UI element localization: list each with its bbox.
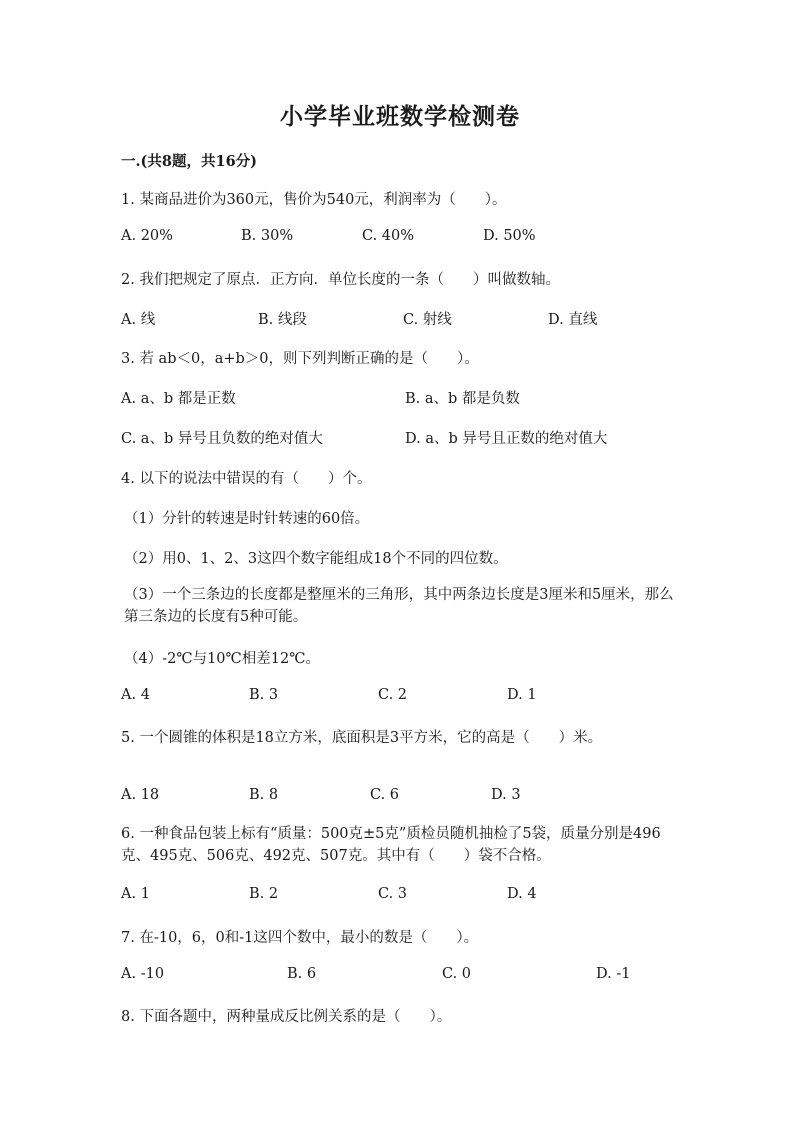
option-c: C. 40% — [362, 228, 415, 244]
option-a: A. 4 — [121, 687, 150, 703]
question-6-stem: 6. 一种食品包装上标有“质量：500克±5克”质检员随机抽检了5袋，质量分别是496克、495克、506克、492克、507克。其中有（ ）袋不合格。 — [121, 826, 661, 864]
question-4-statement-1: （1）分针的转速是时针转速的60倍。 — [124, 511, 370, 527]
question-7-stem: 7. 在-10，6，0和-1这四个数中，最小的数是（ ）。 — [121, 930, 479, 946]
section-heading: 一.(共8题，共16分) — [121, 153, 258, 170]
question-3-options-row2 — [0, 427, 800, 449]
question-2-options — [0, 308, 800, 330]
option-a: A. 18 — [121, 787, 160, 803]
option-a: A. 线 — [121, 312, 156, 328]
question-5-options — [0, 787, 800, 809]
option-a: A. 1 — [121, 886, 150, 902]
question-4-statement-2: （2）用0、1、2、3这四个数字能组成18个不同的四位数。 — [124, 551, 508, 567]
question-4-stem: 4. 以下的说法中错误的有（ ）个。 — [121, 471, 372, 487]
question-7-options — [0, 966, 800, 988]
option-d: D. 3 — [491, 787, 521, 803]
page-title: 小学毕业班数学检测卷 — [280, 103, 520, 130]
question-1-options — [0, 228, 800, 250]
question-4-statement-3: （3）一个三条边的长度都是整厘米的三角形，其中两条边长度是3厘米和5厘米，那么第三条边的长度有5种可能。 — [124, 587, 674, 625]
option-a: A. -10 — [121, 966, 165, 982]
option-d: D. 4 — [507, 886, 537, 902]
option-d: D. 直线 — [548, 312, 598, 328]
option-b: B. 3 — [249, 687, 279, 703]
question-3-stem: 3. 若 ab＜0，a+b＞0，则下列判断正确的是（ ）。 — [121, 351, 479, 367]
option-b: B. 线段 — [258, 312, 307, 328]
option-b: B. 2 — [249, 886, 279, 902]
question-8-stem: 8. 下面各题中，两种量成反比例关系的是（ ）。 — [121, 1009, 452, 1025]
option-b: B. a、b 都是负数 — [405, 391, 520, 407]
option-c: C. 6 — [370, 787, 400, 803]
option-d: D. -1 — [596, 966, 631, 982]
question-6-options — [0, 886, 800, 908]
option-c: C. 0 — [442, 966, 472, 982]
option-c: C. a、b 异号且负数的绝对值大 — [121, 431, 323, 447]
option-c: C. 3 — [378, 886, 408, 902]
question-4-options — [0, 687, 800, 709]
question-5-stem: 5. 一个圆锥的体积是18立方米，底面积是3平方米，它的高是（ ）米。 — [121, 730, 603, 746]
question-2-stem: 2. 我们把规定了原点．正方向．单位长度的一条（ ）叫做数轴。 — [121, 272, 560, 288]
option-d: D. a、b 异号且正数的绝对值大 — [405, 431, 608, 447]
question-3-options-row1 — [0, 387, 800, 409]
option-c: C. 2 — [378, 687, 408, 703]
option-c: C. 射线 — [403, 312, 452, 328]
option-b: B. 6 — [287, 966, 317, 982]
question-1-stem: 1. 某商品进价为360元，售价为540元，利润率为（ ）。 — [121, 192, 507, 208]
option-b: B. 30% — [241, 228, 294, 244]
option-a: A. 20% — [121, 228, 173, 244]
option-d: D. 1 — [507, 687, 537, 703]
option-d: D. 50% — [483, 228, 536, 244]
question-4-statement-4: （4）-2℃与10℃相差12℃。 — [124, 651, 320, 667]
option-a: A. a、b 都是正数 — [121, 391, 236, 407]
option-b: B. 8 — [249, 787, 279, 803]
